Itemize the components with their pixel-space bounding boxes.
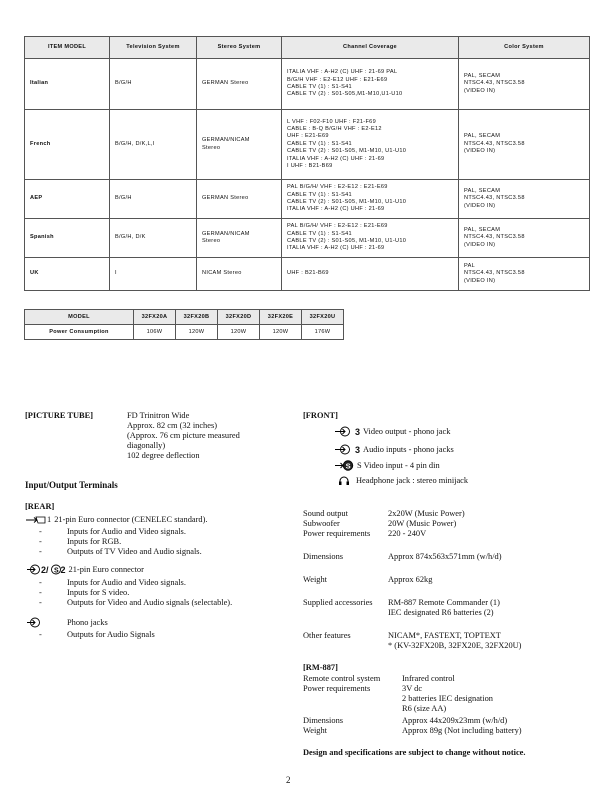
tv-system-cell: B/G/H, D/K	[110, 219, 197, 258]
power-value: 120W	[218, 325, 260, 340]
rm887-heading: [RM-887]	[303, 663, 338, 672]
color-line: (VIDEO IN)	[464, 241, 496, 248]
channel-coverage-cell	[282, 258, 459, 291]
front-number: 3	[355, 426, 361, 437]
list-item: - Outputs for Video and Audio signals (selectable).	[39, 598, 233, 607]
model-cell: Italian	[25, 59, 110, 110]
power-table-header	[25, 310, 344, 325]
rm887-weight-label: Weight	[303, 726, 327, 735]
list-item: - Outputs for Audio Signals	[39, 630, 155, 639]
stereo-system-cell	[197, 219, 282, 258]
phono-description: Phono jacks	[67, 617, 108, 627]
spec-weight-label: Weight	[303, 575, 327, 584]
color-line: (VIDEO IN)	[464, 277, 496, 284]
list-item: - Inputs for RGB.	[39, 537, 122, 546]
color-line: NTSC4.43, NTSC3.58	[464, 270, 525, 277]
picture-tube-heading: [PICTURE TUBE]	[25, 411, 94, 420]
phono-jacks	[27, 617, 108, 628]
channel-line: PAL B/G/H/ VHF : E2-E12 : E21-E69	[287, 223, 388, 230]
color-system-cell	[459, 219, 590, 258]
table-row	[25, 59, 590, 110]
header-32fx20e: 32FX20E	[260, 310, 302, 325]
channel-line: CABLE TV (1) : S1-S41	[287, 230, 352, 237]
channel-line: UHF : E21-E69	[287, 133, 329, 140]
rm887-dimensions-value: Approx 44x209x23mm (w/h/d)	[402, 716, 508, 725]
stereo-system-cell: NICAM Stereo	[197, 258, 282, 291]
header-item-model: ITEM MODEL	[25, 37, 110, 59]
stereo-line: Stereo	[202, 144, 221, 151]
header-model: MODEL	[25, 310, 134, 325]
table-row	[25, 325, 344, 340]
channel-line: ITALIA VHF : A-H2 (C) UHF : 21-69 PAL	[287, 69, 398, 76]
spec-table-header	[25, 37, 590, 59]
front-audio-inputs	[335, 444, 454, 455]
page-number: 2	[286, 775, 291, 785]
channel-line: ITALIA VHF : A-H2 (C) UHF : 21-69	[287, 245, 385, 252]
color-line: NTSC4.43, NTSC3.58	[464, 234, 525, 241]
tv-system-cell: B/G/H, D/K,L,I	[110, 110, 197, 180]
color-system-cell	[459, 180, 590, 219]
picture-tube-line: (Approx. 76 cm picture measured	[127, 431, 240, 440]
header-channel-coverage: Channel Coverage	[282, 37, 459, 59]
model-cell: French	[25, 110, 110, 180]
front-description: Audio inputs - phono jacks	[363, 444, 454, 454]
channel-line: B/G/H VHF : E2-E12 UHF : E21-E69	[287, 76, 388, 83]
color-system-cell	[459, 110, 590, 180]
front-description: Headphone jack : stereo minijack	[356, 475, 469, 485]
front-description: S Video input - 4 pin din	[357, 460, 440, 470]
rm887-weight-value: Approx 89g (Not including battery)	[402, 726, 522, 735]
spec-table	[24, 36, 590, 291]
tv-system-cell: I	[110, 258, 197, 291]
color-line: PAL, SECAM	[464, 72, 501, 79]
channel-line: CABLE TV (2) : S01-S05,M1-M10,U1-U10	[287, 91, 403, 98]
connector-number: 2	[60, 564, 66, 575]
channel-line: PAL B/G/H/ VHF : E2-E12 : E21-E69	[287, 184, 388, 191]
front-s-video-input	[335, 460, 440, 471]
header-color-system: Color System	[459, 37, 590, 59]
scart-arrow-icon	[25, 515, 47, 525]
io-terminals-heading: Input/Output Terminals	[25, 480, 118, 490]
spec-features-value: NICAM*, FASTEXT, TOPTEXT * (KV-32FX20B, 32FX20E, 32FX20U)	[388, 631, 522, 650]
stereo-line: Stereo	[202, 238, 221, 244]
connector-number: 1	[47, 515, 52, 524]
connector-description: 21-pin Euro connector (CENELEC standard).	[54, 515, 208, 524]
header-32fx20b: 32FX20B	[176, 310, 218, 325]
channel-coverage-cell	[282, 110, 459, 180]
spec-features-label: Other features	[303, 631, 351, 640]
power-consumption-label: Power Consumption	[25, 325, 134, 340]
header-stereo-system: Stereo System	[197, 37, 282, 59]
power-table	[24, 309, 344, 340]
header-32fx20a: 32FX20A	[134, 310, 176, 325]
spec-sound-output-label: Sound output	[303, 509, 348, 518]
rear-heading: [REAR]	[25, 502, 55, 511]
channel-line: UHF : B21-B69	[287, 270, 329, 277]
channel-line: I UHF : B21-B69	[287, 163, 333, 170]
rm887-dimensions-label: Dimensions	[303, 716, 344, 725]
power-value: 120W	[176, 325, 218, 340]
channel-coverage-cell	[282, 180, 459, 219]
spec-subwoofer-value: 20W (Music Power)	[388, 519, 457, 528]
picture-tube-line: FD Trinitron Wide	[127, 411, 190, 420]
color-line: (VIDEO IN)	[464, 148, 496, 155]
channel-line: ITALIA VHF : A-H2 (C) UHF : 21-69	[287, 155, 385, 162]
picture-tube-line: Approx. 82 cm (32 inches)	[127, 421, 218, 430]
channel-line: ITALIA VHF : A-H2 (C) UHF : 21-69	[287, 206, 385, 213]
phono-list	[39, 630, 155, 640]
connector-1-list	[39, 527, 202, 557]
connector-number: 2/	[41, 564, 49, 575]
connector-description: 21-pin Euro connector	[68, 564, 144, 574]
front-heading: [FRONT]	[303, 411, 338, 420]
color-line: NTSC4.43, NTSC3.58	[464, 80, 525, 87]
color-line: NTSC4.43, NTSC3.58	[464, 140, 525, 147]
connector-2-list	[39, 578, 232, 608]
spec-dimensions-label: Dimensions	[303, 552, 344, 561]
color-line: PAL, SECAM	[464, 226, 501, 233]
list-item: - Inputs for S video.	[39, 588, 130, 597]
color-line: NTSC4.43, NTSC3.58	[464, 195, 525, 202]
front-headphone-jack	[338, 475, 468, 486]
input-arrow-icon	[335, 444, 351, 455]
spec-power-label: Power requirements	[303, 529, 371, 538]
color-line: (VIDEO IN)	[464, 202, 496, 209]
front-number: 3	[355, 444, 361, 455]
spec-accessories-label: Supplied accessories	[303, 598, 373, 607]
spec-sound-output-value: 2x20W (Music Power)	[388, 509, 465, 518]
phono-arrow-icon	[27, 617, 41, 628]
front-video-output	[335, 426, 450, 437]
rm887-system-value: Infrared control	[402, 674, 455, 683]
channel-line: CABLE TV (1) : S1-S41	[287, 140, 352, 147]
euro-connector-1	[25, 515, 207, 525]
table-row	[25, 110, 590, 180]
picture-tube-line: diagonally)	[127, 441, 166, 450]
channel-coverage-cell	[282, 219, 459, 258]
model-cell: UK	[25, 258, 110, 291]
spec-accessories-value: RM-887 Remote Commander (1) IEC designated R6 batteries (2)	[388, 598, 500, 617]
rm887-power-value: 3V dc 2 batteries IEC designation R6 (size AA)	[402, 684, 493, 713]
spec-weight-value: Approx 62kg	[388, 575, 433, 584]
rm887-system-label: Remote control system	[303, 674, 381, 683]
color-line: (VIDEO IN)	[464, 87, 496, 94]
color-line: PAL, SECAM	[464, 133, 501, 140]
stereo-system-cell: GERMAN Stereo	[197, 180, 282, 219]
rm887-power-label: Power requirements	[303, 684, 371, 693]
table-row	[25, 180, 590, 219]
tv-system-cell: B/G/H	[110, 59, 197, 110]
input-arrow-icon	[335, 426, 351, 437]
color-line: PAL	[464, 262, 476, 269]
s-video-icon	[335, 460, 354, 471]
power-value: 176W	[302, 325, 344, 340]
input-output-arrow-icon	[27, 564, 41, 575]
power-value: 106W	[134, 325, 176, 340]
header-television-system: Television System	[110, 37, 197, 59]
table-row	[25, 258, 590, 291]
channel-line: L VHF : F02-F10 UHF : F21-F69	[287, 118, 377, 125]
euro-connector-2	[27, 564, 144, 575]
tv-system-cell: B/G/H	[110, 180, 197, 219]
channel-coverage-cell	[282, 59, 459, 110]
spec-power-value: 220 - 240V	[388, 529, 427, 538]
channel-line: CABLE TV (2) : S01-S05, M1-M10, U1-U10	[287, 148, 407, 155]
list-item: - Inputs for Audio and Video signals.	[39, 578, 186, 587]
s-video-icon	[49, 564, 61, 575]
svg-text:S: S	[53, 567, 59, 575]
svg-text:S: S	[345, 461, 351, 471]
model-cell: Spanish	[25, 219, 110, 258]
stereo-line: GERMAN/NICAM	[202, 230, 250, 237]
design-notice: Design and specifications are subject to change without notice.	[303, 748, 526, 757]
color-system-cell	[459, 59, 590, 110]
header-32fx20d: 32FX20D	[218, 310, 260, 325]
channel-line: CABLE TV (1) : S1-S41	[287, 84, 352, 90]
front-description: Video output - phono jack	[363, 426, 451, 436]
channel-line: CABLE TV (2) : S01-S05, M1-M10, U1-U10	[287, 199, 407, 205]
spec-subwoofer-label: Subwoofer	[303, 519, 340, 528]
spec-dimensions-value: Approx 874x563x571mm (w/h/d)	[388, 552, 502, 561]
picture-tube-details	[127, 411, 240, 461]
color-system-cell	[459, 258, 590, 291]
list-item: - Inputs for Audio and Video signals.	[39, 527, 186, 536]
channel-line: CABLE TV (2) : S01-S05, M1-M10, U1-U10	[287, 238, 407, 244]
headphone-icon	[338, 475, 350, 486]
stereo-system-cell: GERMAN Stereo	[197, 59, 282, 110]
stereo-line: GERMAN/NICAM	[202, 137, 250, 144]
picture-tube-line: 102 degree deflection	[127, 451, 200, 460]
list-item: - Outputs of TV Video and Audio signals.	[39, 547, 202, 556]
power-value: 120W	[260, 325, 302, 340]
table-row	[25, 219, 590, 258]
color-line: PAL, SECAM	[464, 187, 501, 194]
channel-line: CABLE TV (1) : S1-S41	[287, 191, 352, 198]
channel-line: CABLE : B-Q B/G/H VHF : E2-E12	[287, 125, 382, 132]
stereo-system-cell	[197, 110, 282, 180]
header-32fx20u: 32FX20U	[302, 310, 344, 325]
model-cell: AEP	[25, 180, 110, 219]
